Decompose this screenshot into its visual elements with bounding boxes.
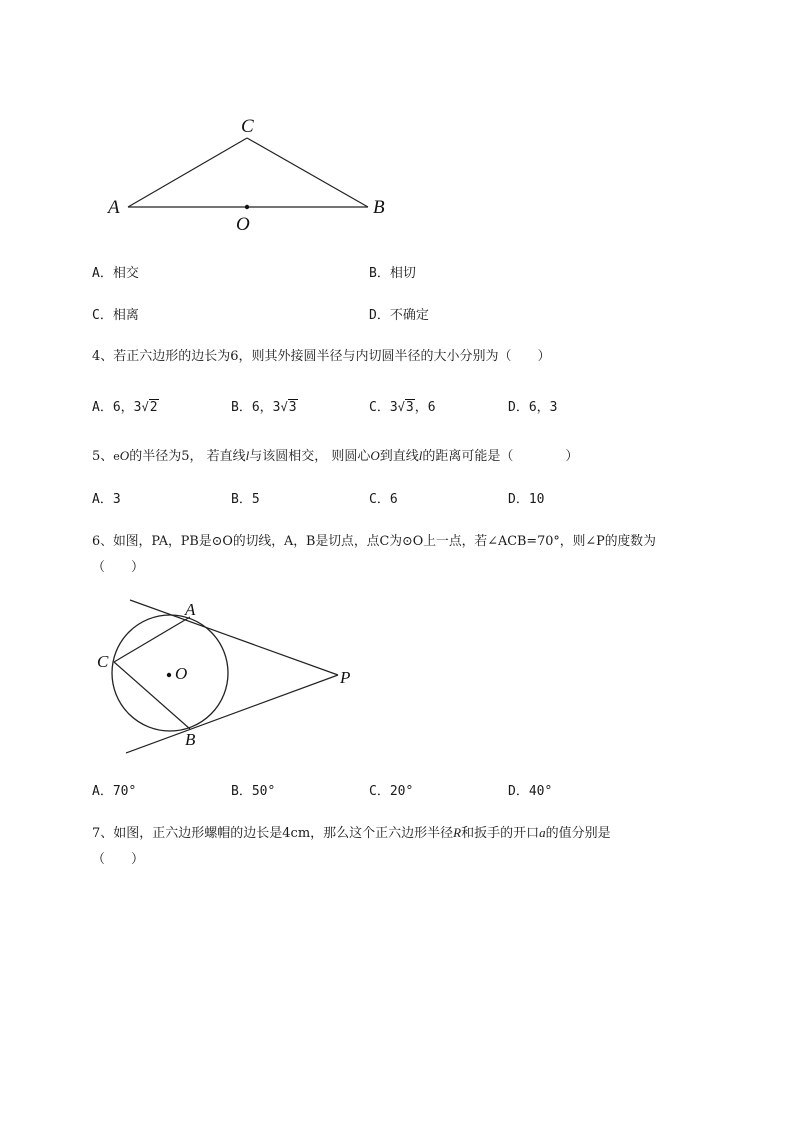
option-key: D． xyxy=(508,400,529,415)
option-key: A． xyxy=(92,266,113,281)
option-text: 6 xyxy=(389,492,398,507)
q5-text-5: 的距离可能是（ ） xyxy=(422,449,579,464)
label-o: O xyxy=(236,214,250,235)
q7-text-1: 7、如图，正六边形螺帽的边长是4cm，那么这个正六边形半径 xyxy=(92,826,454,841)
option-text: 相离 xyxy=(112,308,139,323)
q6-option-b[interactable] xyxy=(231,780,275,799)
tangent-pa xyxy=(130,600,338,675)
label-b: B xyxy=(373,197,385,218)
option-pre: 6，3 xyxy=(528,400,558,415)
option-text: 相交 xyxy=(112,266,139,281)
q4-option-a[interactable] xyxy=(92,396,159,415)
q4-option-c[interactable] xyxy=(369,396,436,415)
radicand: 2 xyxy=(149,400,158,415)
q6-option-d[interactable] xyxy=(508,780,552,799)
sqrt-symbol: √3 xyxy=(280,400,297,415)
triangle-figure xyxy=(100,110,400,240)
option-key: C． xyxy=(369,784,390,799)
option-text: 3 xyxy=(112,492,121,507)
chord-ca xyxy=(114,617,190,662)
segment-cb xyxy=(247,138,368,207)
q3-option-a[interactable] xyxy=(92,262,139,281)
option-key: C． xyxy=(92,308,113,323)
var-r: R xyxy=(453,825,462,840)
option-text: 不确定 xyxy=(389,308,429,323)
option-key: A． xyxy=(92,492,113,507)
option-key: B． xyxy=(231,492,252,507)
option-key: A． xyxy=(92,784,113,799)
option-text: 50° xyxy=(251,784,276,799)
q5-text-2: 的半径为5， 若直线 xyxy=(129,449,246,464)
var-o: O xyxy=(370,448,380,463)
label-a: A xyxy=(108,197,120,218)
q6-option-c[interactable] xyxy=(369,780,413,799)
label-b: B xyxy=(185,730,196,749)
option-key: D． xyxy=(369,308,390,323)
q6-option-a[interactable] xyxy=(92,780,136,799)
question-4-stem: 4、若正六边形的边长为6，则其外接圆半径与内切圆半径的大小分别为（ ） xyxy=(92,349,551,364)
sqrt-symbol: √2 xyxy=(141,400,158,415)
option-key: A． xyxy=(92,400,113,415)
q5-option-c[interactable] xyxy=(369,488,398,507)
label-c: C xyxy=(241,116,254,137)
point-o xyxy=(245,205,249,209)
option-post: ，6 xyxy=(414,400,436,415)
option-pre: 6，3 xyxy=(251,400,281,415)
var-l: l xyxy=(245,448,250,463)
q3-option-b[interactable] xyxy=(369,262,416,281)
circle-symbol: e xyxy=(113,450,120,463)
var-o: O xyxy=(119,448,130,463)
option-pre: 3 xyxy=(389,400,398,415)
question-6-answer-blank: （ ） xyxy=(92,560,145,575)
radicand: 3 xyxy=(288,400,297,415)
segment-ac xyxy=(128,138,247,207)
q5-option-b[interactable] xyxy=(231,488,260,507)
q7-text-2: 和扳手的开口 xyxy=(461,826,540,841)
question-7-stem xyxy=(92,822,611,841)
tangent-circle-figure xyxy=(90,595,370,765)
circle-o xyxy=(112,615,228,731)
q5-option-a[interactable] xyxy=(92,488,121,507)
option-key: B． xyxy=(369,266,390,281)
question-5-stem xyxy=(92,445,578,464)
tangent-pb xyxy=(126,675,338,753)
q5-text-1: 5、 xyxy=(92,449,114,464)
option-pre: 6，3 xyxy=(112,400,142,415)
label-a: A xyxy=(185,600,196,619)
option-text: 20° xyxy=(389,784,414,799)
option-key: D． xyxy=(508,492,529,507)
q5-option-d[interactable] xyxy=(508,488,544,507)
label-p: P xyxy=(340,668,351,687)
label-c: C xyxy=(97,652,109,671)
q5-text-3: 与该圆相交， 则圆心 xyxy=(249,449,371,464)
var-l: l xyxy=(418,448,423,463)
option-key: B． xyxy=(231,784,252,799)
option-text: 相切 xyxy=(389,266,416,281)
q4-option-d[interactable] xyxy=(508,396,557,415)
var-a: a xyxy=(539,825,546,840)
option-text: 10 xyxy=(528,492,545,507)
option-text: 70° xyxy=(112,784,137,799)
question-6-stem: 6、如图，PA，PB是⊙O的切线，A，B是切点，点C为⊙O上一点，若∠ACB=70°，则∠P的度数为 xyxy=(92,534,656,549)
q3-option-d[interactable] xyxy=(369,304,429,323)
q7-text-3: 的值分别是 xyxy=(545,826,611,841)
option-key: B． xyxy=(231,400,252,415)
label-o: O xyxy=(175,664,188,683)
center-point xyxy=(167,673,171,677)
q4-option-b[interactable] xyxy=(231,396,298,415)
radicand: 3 xyxy=(405,400,414,415)
sqrt-symbol: √3 xyxy=(397,400,414,415)
q5-text-4: 到直线 xyxy=(379,449,419,464)
option-text: 40° xyxy=(528,784,553,799)
q3-option-c[interactable] xyxy=(92,304,139,323)
question-7-answer-blank: （ ） xyxy=(92,852,145,867)
option-key: D． xyxy=(508,784,529,799)
option-key: C． xyxy=(369,492,390,507)
option-key: C． xyxy=(369,400,390,415)
option-text: 5 xyxy=(251,492,260,507)
